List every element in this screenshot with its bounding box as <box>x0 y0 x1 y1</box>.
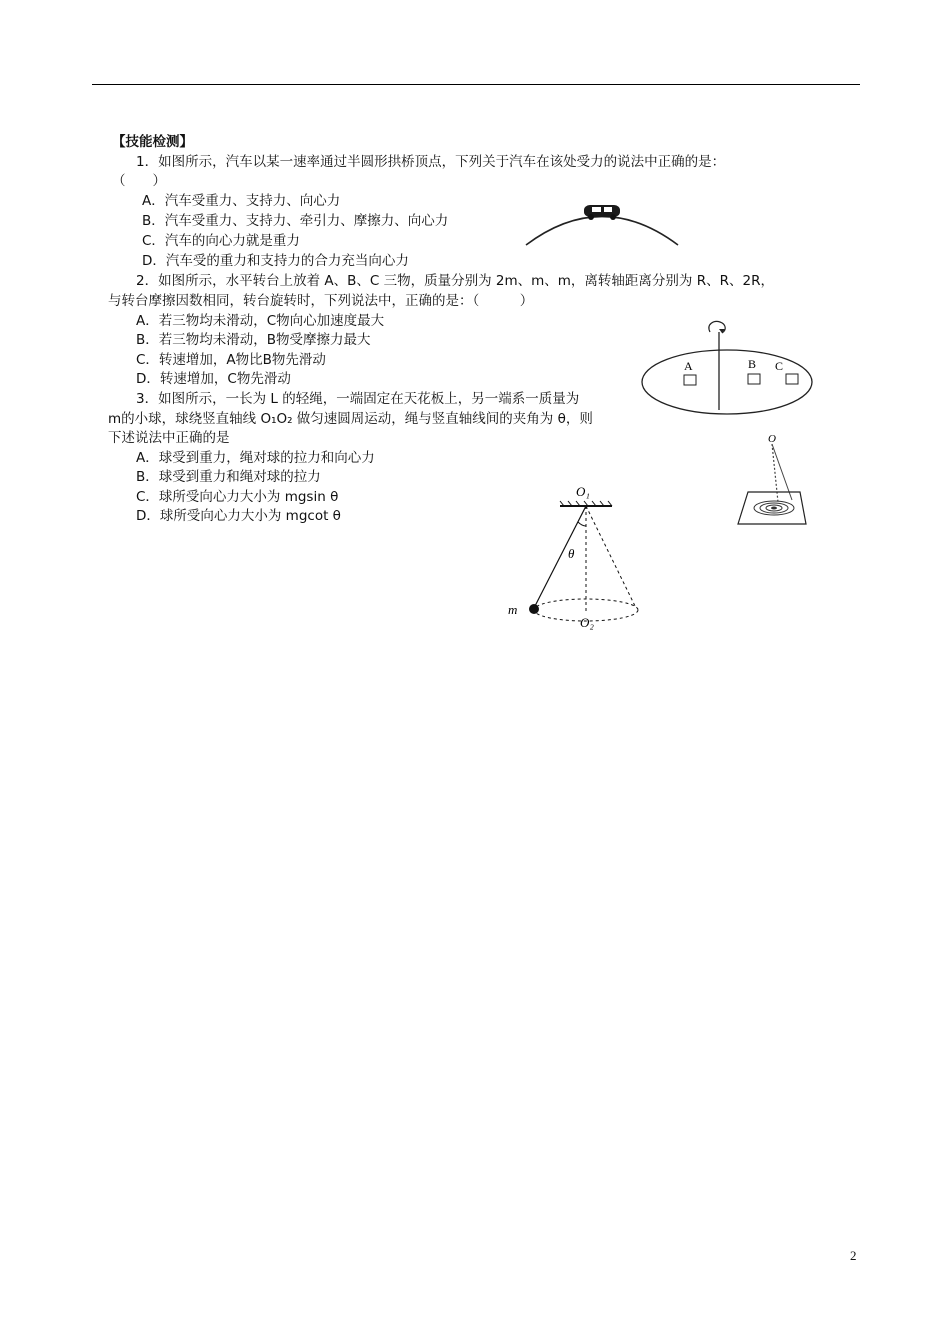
q3-stem-line3: 下述说法中正确的是 <box>108 430 230 446</box>
q3-option-d: D．球所受向心力大小为 mgcot θ <box>136 508 341 524</box>
q3-option-a: A．球受到重力，绳对球的拉力和向心力 <box>136 450 375 466</box>
header-rule <box>92 84 860 85</box>
label-o2: O₂ <box>580 615 594 630</box>
label-o1: O₁ <box>576 484 590 499</box>
q2-option-a: A．若三物均未滑动，C物向心加速度最大 <box>136 313 385 329</box>
car-icon <box>584 205 620 220</box>
label-m: m <box>508 602 518 617</box>
block-a <box>684 375 696 385</box>
conical-pendulum-figure <box>504 484 654 634</box>
block-b <box>748 374 760 384</box>
q3-option-b: B．球受到重力和绳对球的拉力 <box>136 469 321 485</box>
q1-option-a: A．汽车受重力、支持力、向心力 <box>142 193 341 209</box>
ball <box>529 604 539 614</box>
small-pendulum-figure <box>734 430 814 530</box>
q1-blank: （ ） <box>112 173 166 189</box>
q1-stem: 1．如图所示，汽车以某一速率通过半圆形拱桥顶点，下列关于汽车在该处受力的说法中正确的是： <box>136 154 726 170</box>
small-label-o: O <box>768 433 776 445</box>
q2-stem-line1: 2．如图所示，水平转台上放着 A、B、C 三物，质量分别为 2m、m、m，离转轴距离分别为 R、R、2R， <box>136 273 774 289</box>
arch-bridge-figure <box>524 200 684 250</box>
q2-option-c: C．转速增加，A物比B物先滑动 <box>136 352 326 368</box>
q3-option-c: C．球所受向心力大小为 mgsin θ <box>136 489 339 505</box>
block-c <box>786 374 798 384</box>
label-a: A <box>684 359 693 373</box>
q1-option-b: B．汽车受重力、支持力、牵引力、摩擦力、向心力 <box>142 213 449 229</box>
q2-option-d: D．转速增加，C物先滑动 <box>136 371 291 387</box>
section-title: 【技能检测】 <box>112 134 193 150</box>
page-number: 2 <box>850 1248 857 1263</box>
label-theta: θ <box>568 546 575 561</box>
label-c: C <box>775 359 784 373</box>
label-b: B <box>748 357 757 371</box>
q2-option-b: B．若三物均未滑动，B物受摩擦力最大 <box>136 332 371 348</box>
q1-option-d: D．汽车受的重力和支持力的合力充当向心力 <box>142 253 409 269</box>
turntable-figure <box>640 318 820 418</box>
q2-stem-line2: 与转台摩擦因数相同，转台旋转时，下列说法中，正确的是：（ ） <box>108 293 534 309</box>
q3-stem-line2: m的小球，球绕竖直轴线 O₁O₂ 做匀速圆周运动，绳与竖直轴线间的夹角为 θ，则 <box>108 411 593 427</box>
q1-option-c: C．汽车的向心力就是重力 <box>142 233 300 249</box>
q3-stem-line1: 3．如图所示，一长为 L 的轻绳，一端固定在天花板上，另一端系一质量为 <box>136 391 580 407</box>
